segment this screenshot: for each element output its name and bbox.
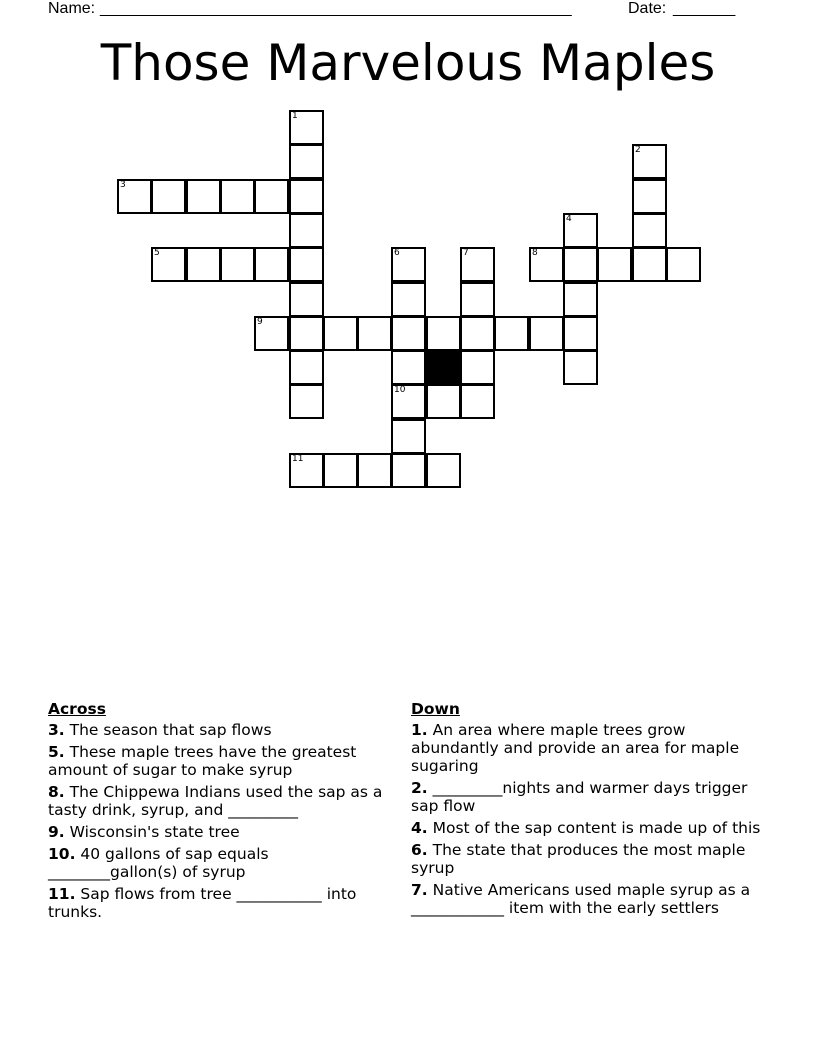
grid-cell[interactable] bbox=[254, 179, 289, 214]
clue-text: The season that sap flows bbox=[69, 721, 272, 739]
across-clue bbox=[48, 823, 396, 841]
grid-cell[interactable] bbox=[460, 384, 495, 419]
clue-number: 3 bbox=[120, 180, 126, 190]
clue-text: Native Americans used maple syrup as a ____________ item with the early settlers bbox=[411, 881, 751, 917]
down-clue bbox=[411, 721, 771, 775]
date-blank-line[interactable]: _______ bbox=[673, 0, 736, 17]
across-clue bbox=[48, 845, 396, 881]
grid-cell[interactable] bbox=[289, 384, 324, 419]
grid-cell[interactable] bbox=[426, 453, 461, 488]
across-clue bbox=[48, 721, 396, 739]
grid-cell[interactable] bbox=[254, 316, 289, 351]
grid-cell[interactable] bbox=[186, 247, 221, 282]
clue-text: 40 gallons of sap equals ________gallon(s) of syrup bbox=[48, 845, 269, 881]
across-clue bbox=[48, 885, 396, 921]
down-clue bbox=[411, 841, 771, 877]
clue-number-label: 6. bbox=[411, 841, 428, 859]
grid-cell[interactable] bbox=[254, 247, 289, 282]
black-cell bbox=[426, 350, 461, 385]
clue-text: Most of the sap content is made up of this bbox=[432, 819, 761, 837]
clue-number: 2 bbox=[635, 145, 641, 155]
grid-cell[interactable] bbox=[289, 110, 324, 145]
grid-cell[interactable] bbox=[391, 350, 426, 385]
clue-number-label: 3. bbox=[48, 721, 65, 739]
clue-number-label: 1. bbox=[411, 721, 428, 739]
clue-number: 10 bbox=[394, 385, 406, 395]
clue-number: 11 bbox=[292, 454, 304, 464]
grid-cell[interactable] bbox=[289, 213, 324, 248]
grid-cell[interactable] bbox=[391, 453, 426, 488]
clue-text: These maple trees have the greatest amount of sugar to make syrup bbox=[48, 743, 357, 779]
down-clue bbox=[411, 779, 771, 815]
grid-cell[interactable] bbox=[460, 350, 495, 385]
grid-cell[interactable] bbox=[460, 282, 495, 317]
across-clues bbox=[48, 700, 396, 925]
grid-cell[interactable] bbox=[563, 350, 598, 385]
grid-cell[interactable] bbox=[391, 282, 426, 317]
grid-cell[interactable] bbox=[151, 247, 186, 282]
grid-cell[interactable] bbox=[323, 316, 358, 351]
grid-cell[interactable] bbox=[186, 179, 221, 214]
clue-text: Wisconsin's state tree bbox=[69, 823, 240, 841]
name-label: Name: bbox=[48, 0, 96, 17]
grid-cell[interactable] bbox=[529, 247, 564, 282]
clue-text: The Chippewa Indians used the sap as a tasty drink, syrup, and _________ bbox=[48, 783, 383, 819]
down-clue-list bbox=[411, 721, 771, 917]
grid-cell[interactable] bbox=[426, 384, 461, 419]
across-clue bbox=[48, 783, 396, 819]
grid-cell[interactable] bbox=[289, 316, 324, 351]
across-clue-list bbox=[48, 721, 396, 921]
clue-number-label: 9. bbox=[48, 823, 65, 841]
grid-cell[interactable] bbox=[597, 247, 632, 282]
grid-cell[interactable] bbox=[357, 316, 392, 351]
grid-cell[interactable] bbox=[632, 144, 667, 179]
grid-cell[interactable] bbox=[289, 282, 324, 317]
date-label: Date: bbox=[628, 0, 667, 17]
clue-number-label: 7. bbox=[411, 881, 428, 899]
name-blank-line[interactable]: _____________________________________________________ bbox=[100, 0, 572, 17]
grid-cell[interactable] bbox=[529, 316, 564, 351]
grid-cell[interactable] bbox=[220, 247, 255, 282]
down-clue bbox=[411, 881, 771, 917]
clue-text: Sap flows from tree ___________ into trunks. bbox=[48, 885, 357, 921]
clue-number: 5 bbox=[154, 248, 160, 258]
clue-number-label: 10. bbox=[48, 845, 76, 863]
clue-text: The state that produces the most maple syrup bbox=[411, 841, 746, 877]
clue-number-label: 11. bbox=[48, 885, 76, 903]
grid-cell[interactable] bbox=[289, 350, 324, 385]
grid-cell[interactable] bbox=[563, 247, 598, 282]
grid-cell[interactable] bbox=[289, 179, 324, 214]
across-heading: Across bbox=[48, 700, 106, 718]
grid-cell[interactable] bbox=[357, 453, 392, 488]
grid-cell[interactable] bbox=[289, 144, 324, 179]
grid-cell[interactable] bbox=[563, 213, 598, 248]
clue-number: 4 bbox=[566, 214, 572, 224]
grid-cell[interactable] bbox=[151, 179, 186, 214]
crossword-grid bbox=[0, 0, 816, 500]
grid-cell[interactable] bbox=[563, 282, 598, 317]
grid-cell[interactable] bbox=[117, 179, 152, 214]
clue-number-label: 2. bbox=[411, 779, 428, 797]
clue-text: An area where maple trees grow abundantly and provide an area for maple sugaring bbox=[411, 721, 740, 775]
grid-cell[interactable] bbox=[391, 419, 426, 454]
grid-cell[interactable] bbox=[391, 384, 426, 419]
page-title: Those Marvelous Maples bbox=[100, 34, 716, 92]
down-clue bbox=[411, 819, 771, 837]
grid-cell[interactable] bbox=[391, 247, 426, 282]
grid-cell[interactable] bbox=[460, 247, 495, 282]
clue-number-label: 8. bbox=[48, 783, 65, 801]
clue-number: 1 bbox=[292, 111, 298, 121]
grid-cell[interactable] bbox=[323, 453, 358, 488]
grid-cell[interactable] bbox=[220, 179, 255, 214]
grid-cell[interactable] bbox=[426, 316, 461, 351]
grid-cell[interactable] bbox=[460, 316, 495, 351]
grid-cell[interactable] bbox=[289, 453, 324, 488]
clue-number-label: 5. bbox=[48, 743, 65, 761]
down-clues bbox=[411, 700, 771, 921]
clue-number: 7 bbox=[463, 248, 469, 258]
grid-cell[interactable] bbox=[666, 247, 701, 282]
clue-number-label: 4. bbox=[411, 819, 428, 837]
grid-cell[interactable] bbox=[494, 316, 529, 351]
grid-cell[interactable] bbox=[289, 247, 324, 282]
grid-cell[interactable] bbox=[563, 316, 598, 351]
clue-number: 9 bbox=[257, 317, 263, 327]
clue-number: 6 bbox=[394, 248, 400, 258]
grid-cell[interactable] bbox=[632, 179, 667, 214]
grid-cell[interactable] bbox=[632, 213, 667, 248]
clue-text: _________nights and warmer days trigger sap flow bbox=[411, 779, 748, 815]
down-heading: Down bbox=[411, 700, 460, 718]
grid-cell[interactable] bbox=[632, 247, 667, 282]
across-clue bbox=[48, 743, 396, 779]
grid-cell[interactable] bbox=[391, 316, 426, 351]
clue-number: 8 bbox=[532, 248, 538, 258]
